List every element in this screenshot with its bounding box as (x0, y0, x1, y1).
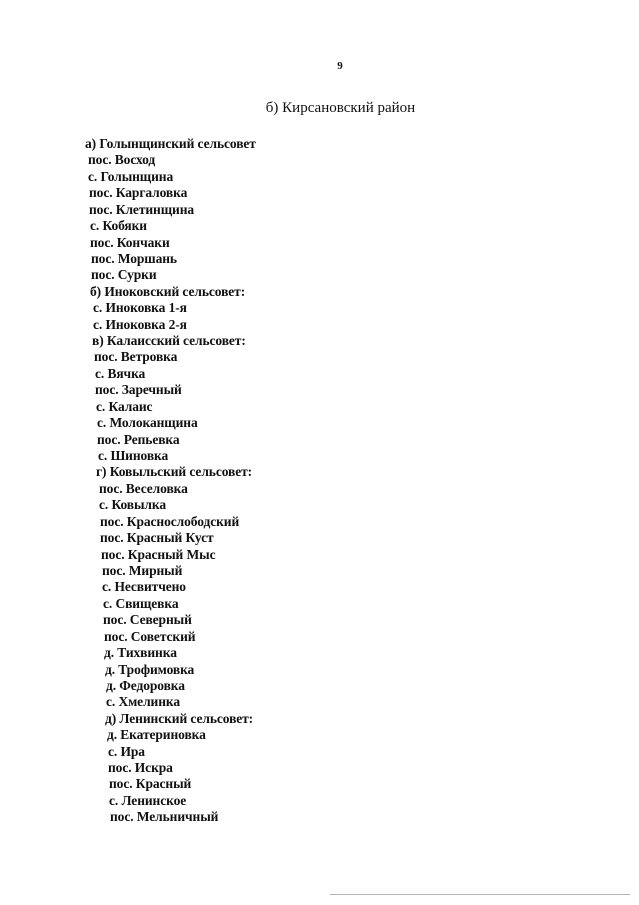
settlement-item: с. Шиновка (98, 448, 169, 464)
district-heading: б) Кирсановский район (265, 100, 416, 116)
settlement-item: с. Иноковка 1-я (93, 300, 187, 316)
settlement-item: пос. Красный Куст (100, 530, 214, 546)
settlement-item: с. Молоканщина (97, 415, 198, 431)
selsovet-heading: а) Голынщинский сельсовет (85, 136, 256, 151)
settlement-item: пос. Сурки (91, 267, 157, 283)
selsovet-heading: г) Ковыльский сельсовет: (96, 464, 253, 480)
selsovet-heading: в) Калаисский сельсовет: (92, 333, 246, 349)
settlement-item: пос. Репьевка (97, 431, 180, 447)
settlement-item: с. Вячка (95, 365, 146, 381)
settlement-item: пос. Клетинщина (89, 201, 195, 217)
settlement-item: с. Ленинское (109, 792, 187, 808)
settlement-item: пос. Ветровка (94, 349, 178, 365)
settlement-item: с. Хмелинка (106, 694, 181, 710)
settlement-item: пос. Кончаки (90, 234, 170, 250)
settlement-item: пос. Восход (88, 152, 156, 168)
settlement-item: пос. Каргаловка (89, 185, 188, 201)
settlement-item: пос. Северный (103, 612, 192, 628)
settlement-item: пос. Мельничный (110, 809, 219, 825)
settlement-item: с. Ковылка (99, 497, 167, 513)
selsovet-heading: д) Ленинский сельсовет: (105, 710, 254, 726)
settlement-item: с. Кобяки (90, 218, 147, 234)
settlement-item: д. Трофимовка (105, 661, 195, 677)
settlement-item: с. Калаис (96, 398, 153, 414)
scan-edge-line (330, 894, 630, 895)
settlement-item: с. Несвитчено (102, 579, 186, 595)
settlement-item: пос. Красный Мыс (101, 546, 216, 562)
settlement-item: д. Екатериновка (107, 727, 206, 743)
settlement-item: пос. Веселовка (99, 480, 188, 496)
settlement-item: с. Голынщина (88, 168, 174, 184)
settlement-item: д. Федоровка (106, 677, 185, 693)
settlement-item: пос. Моршань (91, 250, 177, 266)
settlement-item: с. Иноковка 2-я (93, 316, 187, 332)
settlement-item: пос. Искра (108, 760, 173, 776)
settlement-item: с. Свищевка (103, 595, 179, 611)
settlement-item: с. Ира (108, 743, 145, 759)
page-number: 9 (337, 60, 343, 72)
settlement-item: пос. Советский (104, 628, 196, 644)
settlement-item: пос. Краснослободский (100, 513, 240, 529)
settlement-item: пос. Мирный (102, 562, 183, 578)
settlement-item: пос. Красный (109, 776, 192, 792)
settlement-list (0, 136, 256, 826)
settlement-item: пос. Заречный (95, 382, 182, 398)
selsovet-heading: б) Иноковский сельсовет: (90, 283, 246, 299)
settlement-item: д. Тихвинка (104, 645, 177, 661)
